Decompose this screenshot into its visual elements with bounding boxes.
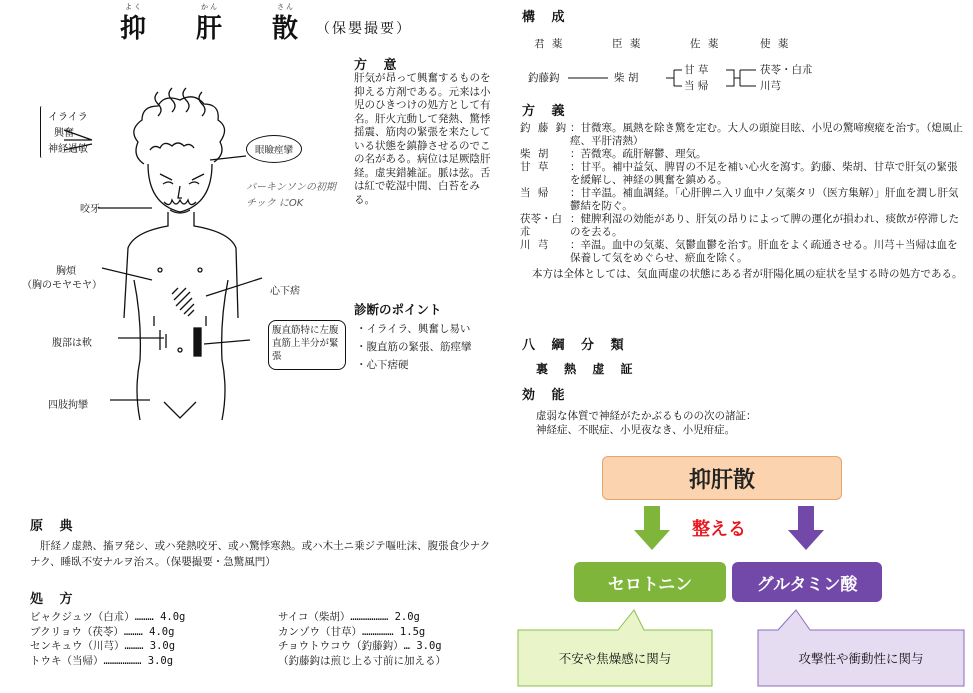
- diag-heading: 診断のポイント: [354, 302, 442, 317]
- yokukansan-box: 抑肝散: [602, 456, 842, 500]
- herb-sa1: 甘 草: [684, 64, 709, 76]
- kousei-connectors: [506, 0, 806, 100]
- role-shi: 使 薬: [760, 38, 791, 50]
- title-char-1: よく 抑: [120, 3, 149, 44]
- kouno-heading: 効 能: [522, 388, 571, 403]
- hougi-item: 当 帰 ：甘辛温。補血調経。「心肝脾ニ入リ血中ノ気薬タリ（医方集解）」肝血を潤し肝気鬱結を防ぐ。: [520, 187, 959, 212]
- diag-item: ・イライラ、興奮し易い: [356, 323, 471, 335]
- label-nervous: 神経過敏: [48, 144, 88, 155]
- hougi-item: 釣 藤 鈎 ：甘微寒。風熱を除き驚を定む。大人の頭旋目眩、小児の驚啼瘈瘲を治す。（熄風止痙、平肝清熱）: [520, 122, 963, 147]
- herb-shin: 柴 胡: [614, 72, 639, 84]
- label-rectus: 腹直筋特に左腹直筋上半分が緊張: [268, 320, 346, 370]
- label-chest-note: （胸のモヤモヤ）: [22, 280, 102, 291]
- label-eyelid: 眼瞼痙攣: [246, 135, 302, 163]
- role-sa: 佐 薬: [690, 38, 721, 50]
- title-source: （保嬰撮要）: [316, 21, 412, 37]
- title-char-2: かん 肝: [196, 3, 225, 44]
- label-chest: 胸煩: [56, 266, 76, 277]
- handwritten-note: パーキンソンの初期 チック にOK: [246, 182, 336, 209]
- gen-text: 肝経ノ虚熱、搐ヲ発シ、或ハ発熱咬牙、或ハ驚悸寒熱。或ハ木土ニ乗ジテ嘔吐沫、腹張食少ナクナク、睡臥不安ナルヲ治ス。（保嬰撮要・急驚風門）: [30, 540, 491, 568]
- serotonin-box: セロトニン: [574, 562, 726, 602]
- diag-list: [356, 320, 472, 374]
- shoho-item: センキュウ（川芎）……… 3.0g: [30, 640, 176, 652]
- page-title: [120, 3, 412, 45]
- shoho-item: トウキ（当帰）……………… 3.0g: [30, 654, 174, 667]
- kousei-heading: 構 成: [522, 10, 571, 25]
- gen-heading: 原 典: [30, 519, 79, 534]
- title-char-3: さん 散: [272, 3, 301, 44]
- down-arrow-purple: [788, 506, 824, 550]
- hougi-item: 茯苓・白朮 ：健脾利湿の効能があり、肝気の昂りによって脾の運化が損われ、痰飲が停滞したのを去る。: [520, 213, 960, 238]
- shoho-item: チョウトウコウ（釣藤鈎）… 3.0g: [278, 640, 442, 652]
- label-excited: 興奮: [54, 128, 74, 139]
- label-irritable: イライラ: [48, 112, 88, 123]
- shoho-item: ビャクジュツ（白朮）……… 4.0g: [30, 611, 186, 623]
- diag-item: ・腹直筋の緊張、筋痙攣: [356, 341, 472, 353]
- role-shin: 臣 薬: [612, 38, 643, 50]
- shoho-item: ブクリョウ（茯苓）……… 4.0g: [30, 625, 175, 638]
- kouno-line1: 虚弱な体質で神経がたかぶるものの次の諸証：: [536, 410, 757, 422]
- shoho-left: [30, 610, 185, 668]
- shoho-item: カンゾウ（甘草）…………… 1.5g: [278, 625, 426, 638]
- shoho-right: [278, 610, 446, 668]
- action-label: 整える: [692, 519, 746, 540]
- kouno-line2: 神経症、不眠症、小児夜なき、小児疳症。: [536, 424, 736, 436]
- shoho-heading: 処 方: [30, 592, 79, 607]
- callout-left: 不安や焦燥感に関与: [558, 651, 672, 666]
- hougi-summary: 本方は全体としては、気血両虚の状態にある者が肝陽化風の症状を呈する時の処方である。: [532, 268, 963, 280]
- herb-shi2: 川芎: [760, 80, 781, 92]
- label-bruxism: 咬牙: [80, 204, 100, 215]
- hoi-text: 肝気が昂って興奮するものを抑える方剤である。元来は小児のひきつけの処方として有名。肝火亢動して発熱、驚悸揺震、筋肉の緊張を来たしている状態を鎮静させるのでこの名がある。病位は足厥陰肝経。虚実錯雑証。脈は弦。舌は紅で乾湿中間、白苔をみる。: [354, 72, 491, 206]
- hougi-item: 川 芎 ：辛温。血中の気薬、気鬱血鬱を治す。肝血をよく疏通させる。川芎＋当帰は血を保養して気をめぐらせ、瘀血を除く。: [520, 239, 958, 264]
- right-page: [506, 0, 973, 693]
- herb-kun: 釣藤鈎: [528, 72, 560, 84]
- hakko-heading: 八 綱 分 類: [522, 338, 630, 353]
- glutamate-box: グルタミン酸: [732, 562, 882, 602]
- shoho-item: （釣藤鈎は煎じ上る寸前に加える）: [278, 654, 446, 667]
- callout-right: 攻撃性や衝動性に関与: [798, 651, 924, 666]
- body-illustration: [60, 80, 320, 440]
- hougi-heading: 方 義: [522, 104, 571, 119]
- herb-sa2: 当 帰: [684, 80, 709, 92]
- label-epigastric: 心下痞: [270, 286, 300, 297]
- hougi-list: [520, 122, 966, 281]
- role-kun: 君 薬: [534, 38, 565, 50]
- bracket: [40, 106, 44, 158]
- hougi-item: 柴 胡 ：苦微寒。疏肝解鬱、理気。: [520, 148, 707, 160]
- hougi-item: 甘 草 ：甘平。補中益気、脾胃の不足を補い心火を瀉す。釣藤、柴胡、甘草で肝気の緊張を緩解し、神経の興奮を鎮める。: [520, 161, 958, 186]
- shoho-item: サイコ（柴胡）……………… 2.0g: [278, 611, 420, 623]
- diag-item: ・心下痞硬: [356, 359, 409, 371]
- label-limbs: 四肢拘攣: [48, 400, 88, 411]
- herb-shi1: 茯苓・白朮: [760, 64, 813, 76]
- hakko-value: 裏 熱 虚 証: [536, 362, 639, 376]
- hoi-heading: 方 意: [354, 58, 403, 73]
- label-abdomen: 腹部は軟: [52, 338, 92, 349]
- down-arrow-green: [634, 506, 670, 550]
